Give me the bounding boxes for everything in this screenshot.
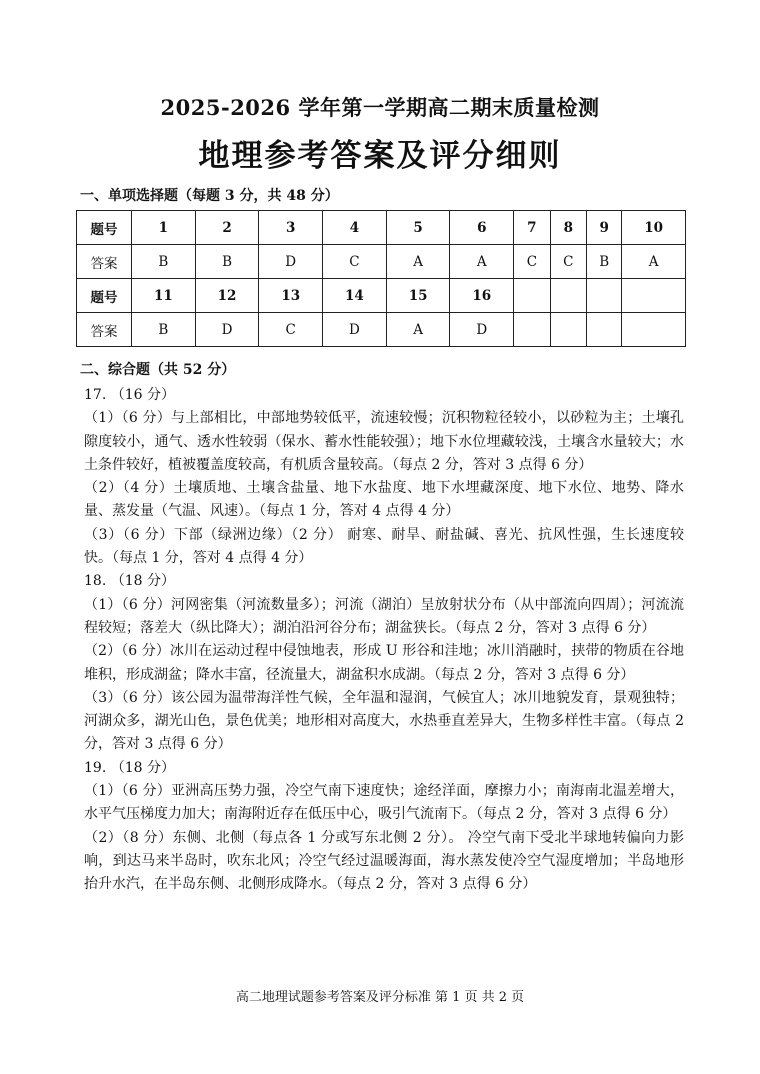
answer-paragraph: （2）（6 分）冰川在运动过程中侵蚀地表，形成 U 形谷和洼地；冰川消融时，挟带的物质在谷地堆积，形成湖盆；降水丰富，径流量大，湖盆积水成湖。（每点 2 分，答对 3 点得 6 分） bbox=[84, 643, 684, 683]
answer-key-title: 地理参考答案及评分细则 bbox=[198, 138, 562, 174]
table-cell: 16 bbox=[450, 279, 514, 313]
table-cell: A bbox=[450, 245, 514, 279]
table-cell: 5 bbox=[386, 211, 450, 245]
table-row bbox=[77, 279, 686, 313]
table-row bbox=[77, 245, 686, 279]
table-cell: 12 bbox=[195, 279, 259, 313]
answer-table bbox=[76, 210, 686, 347]
table-cell bbox=[514, 279, 550, 313]
table-cell: 4 bbox=[323, 211, 387, 245]
table-cell: A bbox=[386, 245, 450, 279]
table-cell bbox=[622, 279, 686, 313]
answer-body bbox=[84, 384, 684, 897]
answer-paragraph: （2）（4 分）土壤质地、土壤含盐量、地下水盐度、地下水埋藏深度、地下水位、地势、降水量、蒸发量（气温、风速）。（每点 1 分，答对 4 点得 4 分） bbox=[84, 480, 684, 520]
table-cell: B bbox=[587, 245, 622, 279]
table-cell bbox=[587, 279, 622, 313]
table-cell: C bbox=[323, 245, 387, 279]
table-cell: 9 bbox=[587, 211, 622, 245]
table-cell: A bbox=[622, 245, 686, 279]
table-cell: 11 bbox=[132, 279, 196, 313]
table-cell: 14 bbox=[323, 279, 387, 313]
table-cell: D bbox=[259, 245, 323, 279]
table-cell: A bbox=[386, 313, 450, 347]
answer-paragraph: （1）（6 分）亚洲高压势力强，冷空气南下速度快；途经洋面，摩擦力小；南海南北温差增大，水平气压梯度力加大；南海附近存在低压中心，吸引气流南下。（每点 2 分，答对 3 点得 6 分） bbox=[84, 783, 684, 823]
table-cell: D bbox=[323, 313, 387, 347]
table-cell bbox=[550, 279, 586, 313]
table-cell: C bbox=[259, 313, 323, 347]
table-cell: 7 bbox=[514, 211, 550, 245]
table-cell: B bbox=[195, 245, 259, 279]
exam-title: 2025-2026 学年第一学期高二期末质量检测 bbox=[160, 95, 600, 120]
page-footer: 高二地理试题参考答案及评分标准 第 1 页 共 2 页 bbox=[235, 990, 525, 1005]
table-cell: 8 bbox=[550, 211, 586, 245]
table-cell: 10 bbox=[622, 211, 686, 245]
table-row-label: 题号 bbox=[77, 279, 132, 313]
table-cell: 1 bbox=[132, 211, 196, 245]
table-cell: C bbox=[550, 245, 586, 279]
table-cell: D bbox=[450, 313, 514, 347]
answer-paragraph: （2）（8 分）东侧、北侧（每点各 1 分或写东北侧 2 分）。 冷空气南下受北半球地转偏向力影响，到达马来半岛时，吹东北风；冷空气经过温暖海面，海水蒸发使冷空气湿度增加；半岛地形抬升水汽，在半岛东侧、北侧形成降水。（每点 2 分，答对 3 点得 6 分） bbox=[84, 829, 684, 893]
table-cell: 2 bbox=[195, 211, 259, 245]
table-cell: C bbox=[514, 245, 550, 279]
section1-heading: 一、单项选择题（每题 3 分，共 48 分） bbox=[80, 188, 339, 204]
table-row-label: 答案 bbox=[77, 313, 132, 347]
answer-paragraph: （3）（6 分）下部（绿洲边缘）（2 分） 耐寒、耐旱、耐盐碱、喜光、抗风性强，生长速度较快。（每点 1 分，答对 4 点得 4 分） bbox=[84, 526, 684, 567]
table-cell bbox=[622, 313, 686, 347]
table-cell bbox=[514, 313, 550, 347]
answer-paragraph: （3）（6 分）该公园为温带海洋性气候，全年温和湿润，气候宜人；冰川地貌发育，景观独特；河湖众多，湖光山色，景色优美；地形相对高度大，水热垂直差异大，生物多样性丰富。（每点 2 分，答对 3 点得 6 分） bbox=[84, 689, 684, 753]
table-cell bbox=[550, 313, 586, 347]
answer-paragraph: 19. （18 分） bbox=[84, 759, 175, 776]
table-cell: 6 bbox=[450, 211, 514, 245]
answer-paragraph: 18. （18 分） bbox=[84, 573, 175, 590]
answer-paragraph: 17. （16 分） bbox=[84, 387, 175, 403]
table-cell: 13 bbox=[259, 279, 323, 313]
table-cell: B bbox=[132, 245, 196, 279]
table-cell: 3 bbox=[259, 211, 323, 245]
table-cell: B bbox=[132, 313, 196, 347]
section2-heading: 二、综合题（共 52 分） bbox=[80, 362, 236, 378]
table-row bbox=[77, 211, 686, 245]
answer-paragraph: （1）（6 分）河网密集（河流数量多）；河流（湖泊）呈放射状分布（从中部流向四周）；河流流程较短；落差大（纵比降大）；湖泊沿河谷分布；湖盆狭长。（每点 2 分，答对 3 点得 6 分） bbox=[84, 596, 684, 636]
table-row-label: 答案 bbox=[77, 245, 132, 279]
table-cell bbox=[587, 313, 622, 347]
answer-paragraph: （1）（6 分）与上部相比，中部地势较低平，流速较慢；沉积物粒径较小，以砂粒为主；土壤孔隙度较小，通气、透水性较弱（保水、蓄水性能较强）；地下水位埋藏较浅，土壤含水量较大；水土条件较好，植被覆盖度较高，有机质含量较高。（每点 2 分，答对 3 点得 6 分） bbox=[84, 410, 684, 473]
table-cell: D bbox=[195, 313, 259, 347]
table-row-label: 题号 bbox=[77, 211, 132, 245]
table-row bbox=[77, 313, 686, 347]
table-cell: 15 bbox=[386, 279, 450, 313]
